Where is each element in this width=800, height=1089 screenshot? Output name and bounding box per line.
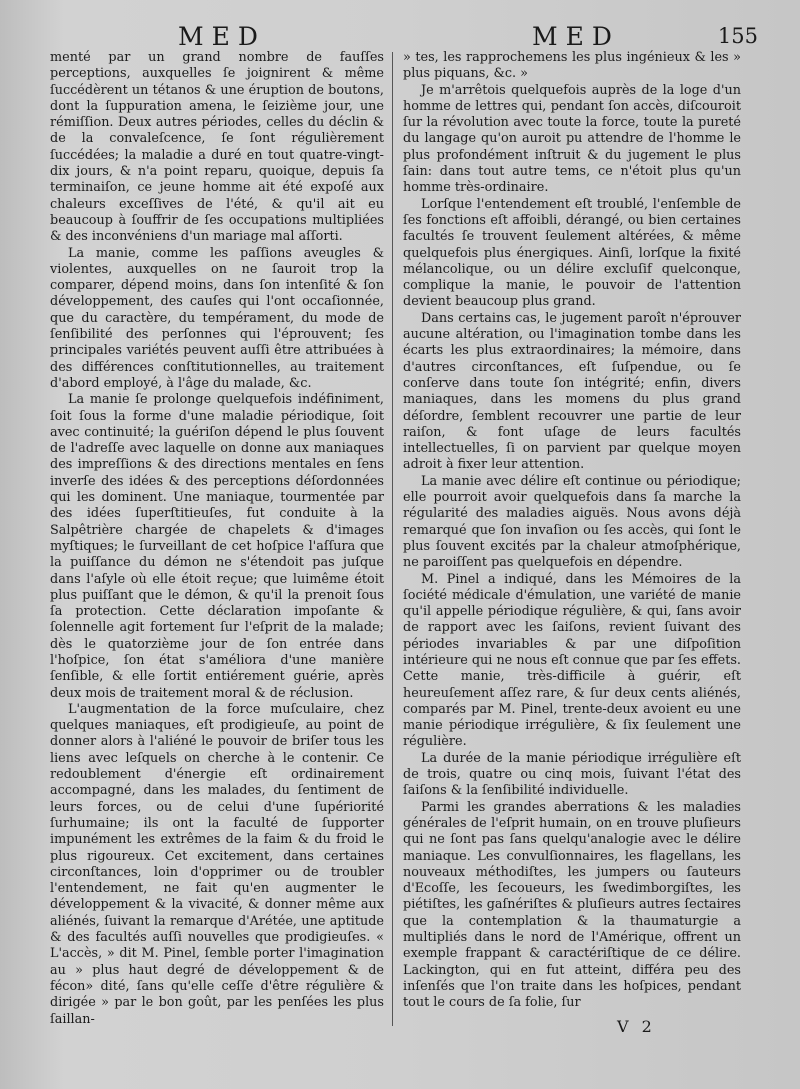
paragraph: Je m'arrêtois quelquefois auprès de la loge d'un homme de lettres qui, pendant ſon accès, diſcouroit ſur la révolution avec toute la force, toute la pureté du langage qu'on auroit pu attendre de l'homme le plus profondément inſtruit & du jugement le plus ſain: dans tout autre tems, ce n'étoit plus qu'un homme très-ordinaire. <box>403 82 741 196</box>
paragraph: La durée de la manie périodique irrégulière eſt de trois, quatre ou cinq mois, ſuivant l'état des ſaiſons & la ſenſibilité individuelle. <box>403 750 741 799</box>
paragraph: Lorſque l'entendement eſt troublé, l'enſemble de ſes fonctions eſt affoibli, dérangé, ou bien certaines facultés ſe trouvent ſeulement altérées, & même quelquefois plus énergiques. Ainſi, lorſque la fixité mélancolique, ou un délire excluſif quelconque, complique la manie, le pouvoir de l'attention devient beaucoup plus grand. <box>403 196 741 310</box>
running-head <box>50 22 760 52</box>
signature-mark: V 2 <box>617 1017 656 1036</box>
running-head-right: MED <box>532 22 620 51</box>
paragraph: La manie, comme les paſſions aveugles & violentes, auxquelles on ne ſauroit trop la comparer, dépend moins, dans ſon intenſité & ſon développement, des cauſes qui l'ont occaſionnée, que du caractère, du tempérament, du mode de ſenſibilité des perſonnes qui l'éprouvent; ſes principales variétés peuvent auſſi être attribuées à des différences conſtitutionnelles, au traitement d'abord employé, à l'âge du malade, &c. <box>50 245 384 391</box>
paragraph: » tes, les rapprochemens les plus ingénieux & les » plus piquans, &c. » <box>403 50 741 82</box>
running-head-left: MED <box>178 22 266 51</box>
paragraph: La manie avec délire eſt continue ou périodique; elle pourroit avoir quelquefois dans ſa marche la régularité des maladies aiguës. Nous avons déjà remarqué que ſon invaſion ou ſes accès, qui ſont le plus ſouvent excités par la chaleur atmoſphérique, ne paroiſſent pas quelquefois en dépendre. <box>403 473 741 571</box>
paragraph: L'augmentation de la force muſculaire, chez quelques maniaques, eſt prodigieuſe, au point de donner alors à l'aliéné le pouvoir de briſer tous les liens avec leſquels on cherche à le contenir. Ce redoublement d'énergie eſt ordinairement accompagné, dans les malades, du ſentiment de leurs forces, ou de celui d'une ſupériorité ſurhumaine; ils ont la faculté de ſupporter impunément les extrêmes de la faim & du froid le plus rigoureux. Cet excitement, dans certaines circonſtances, loin d'opprimer ou de troubler l'entendement, ne fait qu'en augmenter le développement & la vivacité, & donner même aux aliénés, ſuivant la remarque d'Arétée, une aptitude & des facultés auſſi nouvelles que prodigieuſes. « L'accès, » dit M. Pinel, ſemble porter l'imagination au » plus haut degré de développement & de fécon» dité, ſans qu'elle ceſſe d'être régulière & dirigée » par le bon goût, par les penſées les plus ſaillan- <box>50 701 384 1027</box>
paragraph: La manie ſe prolonge quelquefois indéfiniment, ſoit ſous la forme d'une maladie périodique, ſoit avec continuité; la guériſon dépend le plus ſouvent de l'adreſſe avec laquelle on donne aux maniaques des impreſſions & des directions mentales en ſens inverſe des idées & des perceptions déſordonnées qui les dominent. Une maniaque, tourmentée par des idées ſuperſtitieuſes, fut conduite à la Salpêtrière chargée de chapelets & d'images myſtiques; le ſurveillant de cet hoſpice l'aſſura que la puiſſance du démon ne s'étendoit pas juſque dans l'aſyle où elle étoit reçue; que luimême étoit plus puiſſant que le démon, & qu'il la prenoit ſous ſa protection. Cette déclaration impoſante & ſolennelle agit fortement ſur l'eſprit de la malade; dès le quatorzième jour de ſon entrée dans l'hoſpice, ſon état s'améliora d'une manière ſenſible, & elle ſortit entiérement guérie, après deux mois de traitement moral & de réclusion. <box>50 392 384 701</box>
paragraph: Parmi les grandes aberrations & les maladies générales de l'eſprit humain, on en trouve pluſieurs qui ne ſont pas ſans quelqu'analogie avec le délire maniaque. Les convulſionnaires, les flagellans, les nouveaux méthodiſtes, les jumpers ou ſauteurs d'Ecoſſe, les ſecoueurs, les ſwedimborgiſtes, les piétiſtes, les gaſnériſtes & pluſieurs autres ſectaires que la contemplation & la thaumaturgie a multipliés dans le nord de l'Amérique, offrent un exemple frappant & caractériſtique de ce délire. Lackington, qui en fut atteint, différa peu des inſenſés que l'on traite dans les hoſpices, pendant tout le cours de ſa folie, ſur <box>403 799 741 1011</box>
left-column <box>50 50 384 1028</box>
paragraph: Dans certains cas, le jugement paroît n'éprouver aucune altération, ou l'imagination tombe dans les écarts les plus extraordinaires; la mémoire, dans d'autres circonſtances, eſt ſuſpendue, ou ſe conſerve dans toute ſon intégrité; enfin, divers maniaques, dans les momens du plus grand déſordre, ſemblent recouvrer une partie de leur raiſon, & font uſage de leurs facultés intellectuelles, ſi on parvient par quelque moyen adroit à fixer leur attention. <box>403 310 741 473</box>
page-number: 155 <box>717 24 758 48</box>
paragraph: M. Pinel a indiqué, dans les Mémoires de la ſociété médicale d'émulation, une variété de manie qu'il appelle périodique régulière, & qui, ſans avoir de rapport avec les ſaiſons, revient ſuivant des périodes invariables & par une diſpoſition intérieure qui ne nous eſt connue que par ſes effets. Cette manie, très-difficile à guérir, eſt heureuſement aſſez rare, & ſur deux cents aliénés, comparés par M. Pinel, trente-deux avoient eu une manie périodique irrégulière, & ſix ſeulement une régulière. <box>403 571 741 750</box>
paragraph: menté par un grand nombre de fauſſes perceptions, auxquelles ſe joignirent & même ſuccédèrent un tétanos & une éruption de boutons, dont la ſuppuration amena, le ſeizième jour, une rémiſſion. Deux autres périodes, celles du déclin & de la convaleſcence, ſe ſont régulièrement ſuccédées; la maladie a duré en tout quatre-vingt-dix jours, & n'a point reparu, quoique, depuis ſa terminaiſon, ce jeune homme ait été expoſé aux chaleurs exceſſives de l'été, & qu'il ait eu beaucoup à ſouffrir de ſes occupations multipliées & des inconvéniens d'un mariage mal aſſorti. <box>50 50 384 245</box>
right-column <box>403 50 741 1012</box>
column-divider <box>392 52 393 1026</box>
